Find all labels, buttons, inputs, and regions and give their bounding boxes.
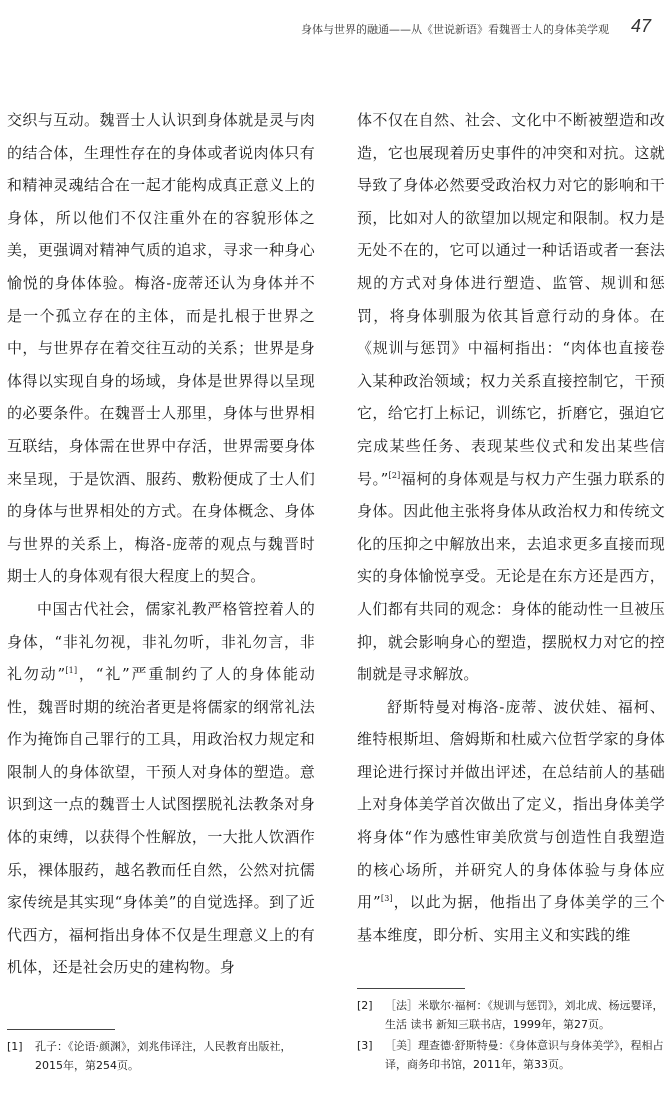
paragraph-text: 福柯的身体观是与权力产生强力联系的身体。因此他主张将身体从政治权力和传统文化的压抑之中解放出来，去追求更多直接而现实的身体愉悦享受。无论是在东方还是西方，人们都有共同的观念：身体的能动性一旦被压抑，就会影响身心的塑造，摆脱权力对它的控制就是寻求解放。 xyxy=(357,469,665,684)
paragraph-text: 舒斯特曼对梅洛-庞蒂、波伏娃、福柯、维特根斯坦、詹姆斯和杜威六位哲学家的身体理论进行探讨并做出评述，在总结前人的基础上对身体美学首次做出了定义，指出身体美学将身体“作为感性审美欣赏与创造性自我塑造的核心场所，并研究人的身体体验与身体应用” xyxy=(357,697,665,912)
citation-marker: [3] xyxy=(380,894,393,904)
paragraph xyxy=(7,104,315,593)
paragraph-text: 交织与互动。魏晋士人认识到身体就是灵与肉的结合体，生理性存在的身体或者说肉体只有和精神灵魂结合在一起才能构成真正意义上的身体，所以他们不仅注重外在的容貌形体之美，更强调对精神气质的追求，寻求一种身心愉悦的身体体验。梅洛-庞蒂还认为身体并不是一个孤立存在的主体，而是扎根于世界之中，与世界存在着交往互动的关系；世界是身体得以实现自身的场域，身体是世界得以呈现的必要条件。在魏晋士人那里，身体与世界相互联结，身体需在世界中存活，世界需要身体来呈现，于是饮酒、服药、敷粉便成了士人们的身体与世界相处的方式。在身体概念、身体与世界的关系上，梅洛-庞蒂的观点与魏晋时期士人的身体观有很大程度上的契合。 xyxy=(7,111,315,586)
citation-marker: [2] xyxy=(388,470,401,480)
paragraph-text: ，以此为据，他指出了身体美学的三个基本维度，即分析、实用主义和实践的维 xyxy=(357,893,665,944)
running-head: 身体与世界的融通——从《世说新语》看魏晋士人的身体美学观 xyxy=(301,23,609,36)
left-column xyxy=(7,104,315,984)
footnote-text: 孔子：《论语·颜渊》，刘兆伟译注，人民教育出版社，2015年，第254页。 xyxy=(35,1040,292,1072)
footnote-number: [1] xyxy=(7,1040,23,1053)
footnote xyxy=(7,1037,315,1075)
paragraph-text: ，“礼”严重制约了人的身体能动性，魏晋时期的统治者更是将儒家的纲常礼法作为掩饰自己罪行的工具，用政治权力规定和限制人的身体欲望，干预人对身体的塑造。意识到这一点的魏晋士人试图摆脱礼法教条对身体的束缚，以获得个性解放，一大批人饮酒作乐，裸体服药，越名教而任自然，公然对抗儒家传统是其实现“身体美”的自觉选择。到了近代西方，福柯指出身体不仅是生理意义上的有机体，还是社会历史的建构物。身 xyxy=(7,665,315,977)
page-header xyxy=(0,16,669,38)
footnotes-left xyxy=(7,1037,315,1077)
footnote-number: [2] xyxy=(357,999,373,1012)
citation-marker: [1] xyxy=(65,666,78,676)
paragraph-text: 体不仅在自然、社会、文化中不断被塑造和改造，它也展现着历史事件的冲突和对抗。这就导致了身体必然要受政治权力对它的影响和干预，比如对人的欲望加以规定和限制。权力是无处不在的，它可以通过一种话语或者一套法规的方式对身体进行塑造、监管、规训和惩罚，将身体驯服为依其旨意行动的身体。在《规训与惩罚》中福柯指出：“肉体也直接卷入某种政治领域；权力关系直接控制它，干预它，给它打上标记，训练它，折磨它，强迫它完成某些任务、表现某些仪式和发出某些信号。” xyxy=(357,111,665,488)
footnote xyxy=(357,996,665,1034)
footnotes-right xyxy=(357,996,665,1076)
footnote-text: ［法］米歇尔·福柯：《规训与惩罚》，刘北成、杨远婴译，生活 读书 新知三联书店，1999年，第27页。 xyxy=(385,999,664,1031)
paragraph xyxy=(357,691,665,952)
footnote-rule-left xyxy=(7,1029,115,1030)
paragraph xyxy=(7,593,315,984)
page-number: 47 xyxy=(630,16,651,36)
footnote-text: ［美］理查德·舒斯特曼：《身体意识与身体美学》，程相占译，商务印书馆，2011年，第33页。 xyxy=(385,1039,664,1071)
footnote xyxy=(357,1036,665,1074)
right-column xyxy=(357,104,665,951)
paragraph xyxy=(357,104,665,691)
footnote-number: [3] xyxy=(357,1039,373,1052)
footnote-rule-right xyxy=(357,988,465,989)
paragraph-text: 中国古代社会，儒家礼教严格管控着人的身体，“非礼勿视，非礼勿听，非礼勿言，非礼勿动” xyxy=(7,599,315,684)
